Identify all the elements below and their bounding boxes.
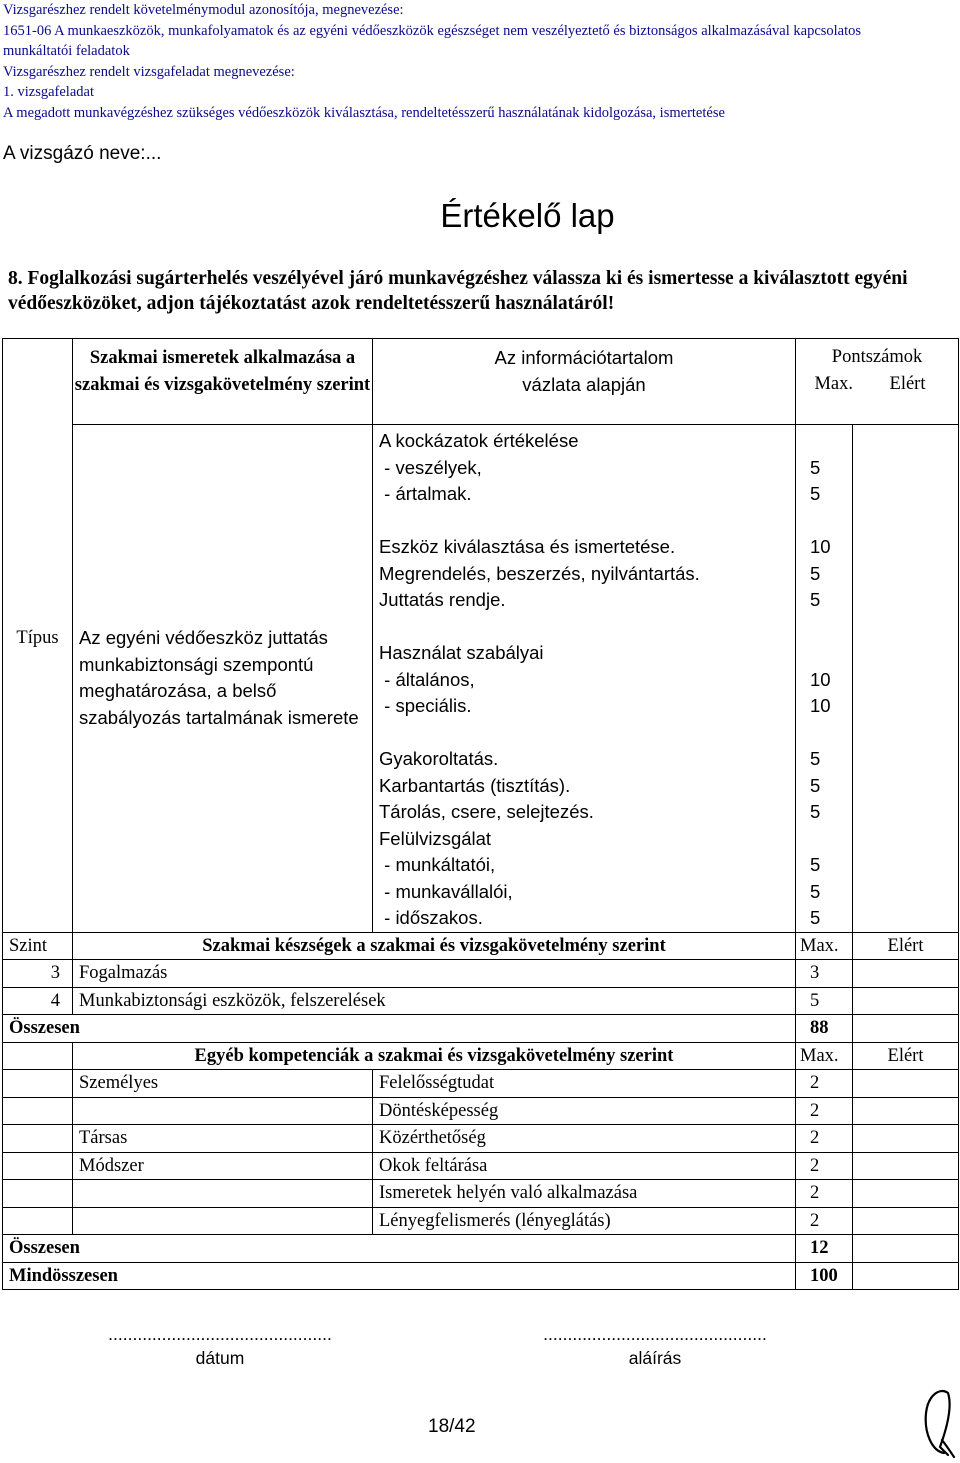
subtotal-2-value: 12 xyxy=(796,1235,853,1263)
other-4-max: 2 xyxy=(796,1152,853,1180)
other-5-empty xyxy=(3,1180,73,1208)
header-line-6: A megadott munkavégzéshez szükséges védőeszközök kiválasztása, rendeltetésszerű használatának kidolgozása, ismertetése xyxy=(3,104,725,121)
other-header-max: Max. xyxy=(796,1042,853,1070)
other-2-empty xyxy=(3,1097,73,1125)
other-2-elert xyxy=(853,1097,959,1125)
handwritten-mark-icon xyxy=(918,1385,958,1460)
other-6-empty xyxy=(3,1207,73,1235)
other-4-elert xyxy=(853,1152,959,1180)
info-item: - speciális. xyxy=(379,695,472,716)
info-item: - veszélyek, xyxy=(379,456,482,478)
other-3-empty xyxy=(3,1125,73,1153)
sign-dots: .............................................. xyxy=(543,1324,767,1344)
task-description: 8. Foglalkozási sugárterhelés veszélyével járó munkavégzéshez válassza ki és ismertesse a kiválasztott egyéni védőeszközöket, adjon tájékoztatást azok rendeltetésszerű használatáról! xyxy=(8,268,908,314)
grand-total-label: Mindösszesen xyxy=(3,1262,796,1290)
other-6-name: Lényegfelismerés (lényeglátás) xyxy=(373,1207,796,1235)
header-max-elert xyxy=(796,371,958,398)
sign-signature-block xyxy=(520,1322,790,1370)
info-item: - általános, xyxy=(379,668,475,690)
subtotal-1-value: 88 xyxy=(796,1015,853,1043)
header-info-label: Az információtartalom vázlata alapján xyxy=(494,347,674,395)
info-item-points: 5 xyxy=(810,907,821,928)
skills-header-level: Szint xyxy=(3,932,73,960)
info-item: Használat szabályai xyxy=(379,642,544,663)
other-1-group: Személyes xyxy=(73,1070,373,1098)
c-description-text: Az egyéni védőeszköz juttatás munkabiztonsági szempontú meghatározása, a belső szabályozás tartalmának ismerete xyxy=(79,627,359,728)
info-item-points xyxy=(810,720,852,747)
info-item xyxy=(379,508,795,535)
other-2-max: 2 xyxy=(796,1097,853,1125)
info-item-points: 5 xyxy=(810,748,821,769)
c-elert xyxy=(853,425,959,933)
date-dots: .............................................. xyxy=(108,1324,332,1344)
info-item-points xyxy=(810,428,852,455)
other-header-row xyxy=(3,1042,959,1070)
header-line-1: Vizsgarészhez rendelt követelménymodul azonosítója, megnevezése: xyxy=(3,2,404,18)
header-line-3: munkáltatói feladatok xyxy=(3,43,130,59)
skill-row-1 xyxy=(3,960,959,988)
other-row-4 xyxy=(3,1152,959,1180)
info-item-points: 5 xyxy=(810,880,821,902)
info-item-points: 10 xyxy=(810,668,831,690)
other-header-elert: Elért xyxy=(853,1042,959,1070)
page-title: Értékelő lap xyxy=(440,197,615,234)
other-6-group xyxy=(73,1207,373,1235)
skill-2-level: 4 xyxy=(3,987,73,1015)
info-item xyxy=(379,614,795,641)
other-6-elert xyxy=(853,1207,959,1235)
info-item: - időszakos. xyxy=(379,907,483,928)
header-elert: Elért xyxy=(889,374,926,394)
other-5-elert xyxy=(853,1180,959,1208)
other-5-name: Ismeretek helyén való alkalmazása xyxy=(373,1180,796,1208)
other-row-5 xyxy=(3,1180,959,1208)
other-row-3 xyxy=(3,1125,959,1153)
subtotal-row-2 xyxy=(3,1235,959,1263)
other-6-max: 2 xyxy=(796,1207,853,1235)
other-2-group xyxy=(73,1097,373,1125)
skill-1-level: 3 xyxy=(3,960,73,988)
info-item-points: 10 xyxy=(810,536,831,557)
other-header-empty xyxy=(3,1042,73,1070)
info-item-points: 5 xyxy=(810,562,821,584)
date-signature-block xyxy=(85,1322,355,1370)
subtotal-1-elert xyxy=(853,1015,959,1043)
table-header-row xyxy=(3,339,959,425)
info-item-points xyxy=(810,614,852,641)
info-item-points: 5 xyxy=(810,483,821,504)
header-max: Max. xyxy=(814,374,853,394)
other-1-empty xyxy=(3,1070,73,1098)
skill-row-2 xyxy=(3,987,959,1015)
header-line-4: Vizsgarészhez rendelt vizsgafeladat megnevezése: xyxy=(3,63,295,80)
subtotal-2-label: Összesen xyxy=(3,1235,796,1263)
skill-2-max: 5 xyxy=(796,987,853,1015)
grand-total-value: 100 xyxy=(796,1262,853,1290)
grand-total-elert xyxy=(853,1262,959,1290)
info-item-points: 5 xyxy=(810,801,821,822)
subtotal-row-1 xyxy=(3,1015,959,1043)
other-3-max: 2 xyxy=(796,1125,853,1153)
evaluation-table xyxy=(2,338,959,1290)
info-item: Gyakoroltatás. xyxy=(379,748,499,769)
skills-header-title: Szakmai készségek a szakmai és vizsgakövetelmény szerint xyxy=(73,932,796,960)
other-4-empty xyxy=(3,1152,73,1180)
header-line-5: 1. vizsgafeladat xyxy=(3,84,94,100)
skill-2-name: Munkabiztonsági eszközök, felszerelések xyxy=(73,987,796,1015)
date-label: dátum xyxy=(195,1348,245,1368)
info-item: A kockázatok értékelése xyxy=(379,430,579,451)
info-item: - munkáltatói, xyxy=(379,854,496,875)
sign-label: aláírás xyxy=(628,1348,682,1368)
skills-header-elert: Elért xyxy=(853,932,959,960)
c-items xyxy=(373,425,796,933)
info-item-points: 5 xyxy=(810,854,821,875)
info-item: Juttatás rendje. xyxy=(379,589,506,610)
other-1-max: 2 xyxy=(796,1070,853,1098)
subtotal-2-elert xyxy=(853,1235,959,1263)
grand-total-row xyxy=(3,1262,959,1290)
skill-2-elert xyxy=(853,987,959,1015)
info-item-points xyxy=(810,508,852,535)
info-item: - ártalmak. xyxy=(379,483,472,504)
skills-header-max: Max. xyxy=(796,932,853,960)
info-item-points xyxy=(810,826,852,853)
other-header-title: Egyéb kompetenciák a szakmai és vizsgakövetelmény szerint xyxy=(73,1042,796,1070)
info-item: Tárolás, csere, selejtezés. xyxy=(379,801,594,822)
other-1-name: Felelősségtudat xyxy=(373,1070,796,1098)
subtotal-1-label: Összesen xyxy=(3,1015,796,1043)
other-4-name: Okok feltárása xyxy=(373,1152,796,1180)
skill-1-elert xyxy=(853,960,959,988)
c-description xyxy=(73,425,373,933)
other-row-1 xyxy=(3,1070,959,1098)
info-item: - munkavállalói, xyxy=(379,880,513,902)
other-3-elert xyxy=(853,1125,959,1153)
info-item: Karbantartás (tisztítás). xyxy=(379,774,571,796)
document-header xyxy=(3,0,957,123)
other-4-group: Módszer xyxy=(73,1152,373,1180)
other-row-6 xyxy=(3,1207,959,1235)
header-line-2: 1651-06 A munkaeszközök, munkafolyamatok és az egyéni védőeszközök egészséget nem veszélyeztető és biztonságos alkalmazásával kapcsolatos xyxy=(3,22,862,39)
info-item-points: 5 xyxy=(810,456,821,478)
other-3-group: Társas xyxy=(73,1125,373,1153)
info-item: Eszköz kiválasztása és ismertetése. xyxy=(379,536,676,557)
other-5-group xyxy=(73,1180,373,1208)
info-item-points xyxy=(810,640,852,667)
other-3-name: Közérthetőség xyxy=(373,1125,796,1153)
header-info xyxy=(373,339,796,425)
header-tipus: Típus xyxy=(3,339,73,933)
skill-1-name: Fogalmazás xyxy=(73,960,796,988)
other-1-elert xyxy=(853,1070,959,1098)
info-item-points: 10 xyxy=(810,695,831,716)
page-number: 18/42 xyxy=(428,1416,476,1437)
other-2-name: Döntésképesség xyxy=(373,1097,796,1125)
skill-1-max: 3 xyxy=(796,960,853,988)
header-pontszamok xyxy=(796,339,959,425)
info-item xyxy=(379,720,795,747)
candidate-name-field: A vizsgázó neve:... xyxy=(3,143,162,164)
c-row xyxy=(3,425,959,933)
header-pontszamok-label: Pontszámok xyxy=(831,347,923,367)
info-item-points: 5 xyxy=(810,774,821,796)
header-szakmai: Szakmai ismeretek alkalmazása a szakmai és vizsgakövetelmény szerint xyxy=(73,339,373,425)
info-item: Felülvizsgálat xyxy=(379,827,492,849)
info-item: Megrendelés, beszerzés, nyilvántartás. xyxy=(379,562,700,584)
other-5-max: 2 xyxy=(796,1180,853,1208)
c-points xyxy=(796,425,853,933)
other-row-2 xyxy=(3,1097,959,1125)
info-item-points: 5 xyxy=(810,589,821,610)
skills-header-row xyxy=(3,932,959,960)
